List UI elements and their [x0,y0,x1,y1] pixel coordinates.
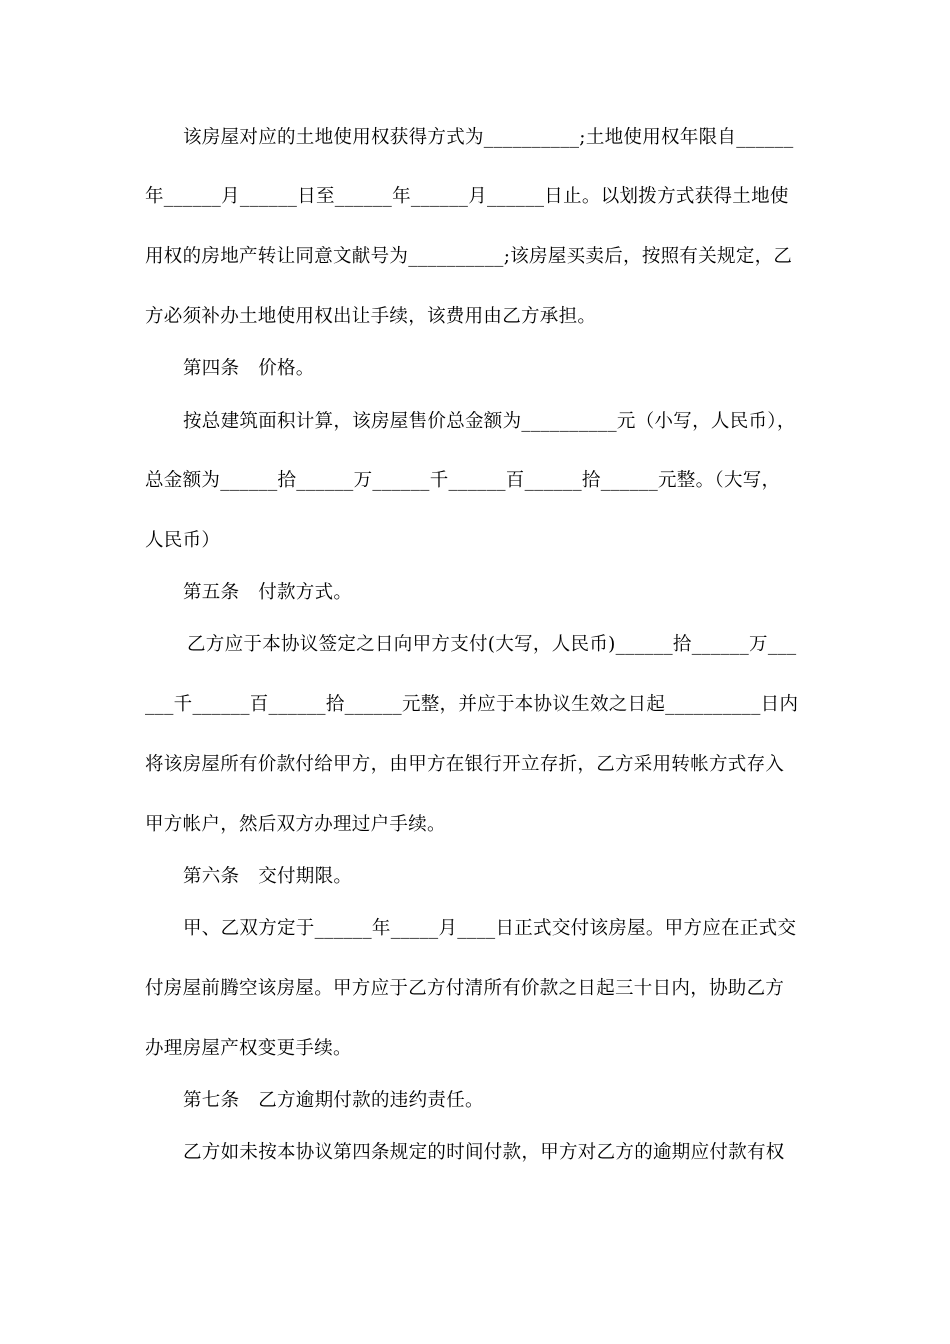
article-heading: 第五条 付款方式。 [183,582,353,603]
paragraph-line: 办理房屋产权变更手续。 [145,1038,352,1059]
paragraph-line: ___千______百______拾______元整，并应于本协议生效之日起__________日内 [145,694,799,715]
paragraph-line: 年______月______日至______年______月______日止。以划拨方式获得土地使 [145,186,789,207]
article-heading: 第六条 交付期限。 [183,866,353,887]
paragraph-line: 按总建筑面积计算，该房屋售价总金额为__________元（小写，人民币）， [183,411,796,432]
paragraph-line: 方必须补办土地使用权出让手续，该费用由乙方承担。 [145,306,597,327]
paragraph-line: 乙方应于本协议签定之日向甲方支付(大写，人民币)______拾______万___ [187,634,797,655]
paragraph-line: 用权的房地产转让同意文献号为__________;该房屋买卖后，按照有关规定，乙 [145,246,793,267]
paragraph-line: 甲、乙双方定于______年_____月____日正式交付该房屋。甲方应在正式交 [183,918,797,939]
paragraph-line: 乙方如未按本协议第四条规定的时间付款，甲方对乙方的逾期应付款有权 [183,1142,785,1163]
paragraph-line: 总金额为______拾______万______千______百______拾______元整。（大写， [145,470,781,491]
paragraph-line: 该房屋对应的土地使用权获得方式为__________;土地使用权年限自______ [183,127,794,148]
paragraph-line: 付房屋前腾空该房屋。甲方应于乙方付清所有价款之日起三十日内，协助乙方 [145,978,785,999]
article-heading: 第七条 乙方逾期付款的违约责任。 [183,1090,484,1111]
paragraph-line: 人民币） [145,530,221,551]
article-heading: 第四条 价格。 [183,358,315,379]
paragraph-line: 将该房屋所有价款付给甲方，由甲方在银行开立存折，乙方采用转帐方式存入 [145,754,785,775]
paragraph-line: 甲方帐户，然后双方办理过户手续。 [145,814,446,835]
